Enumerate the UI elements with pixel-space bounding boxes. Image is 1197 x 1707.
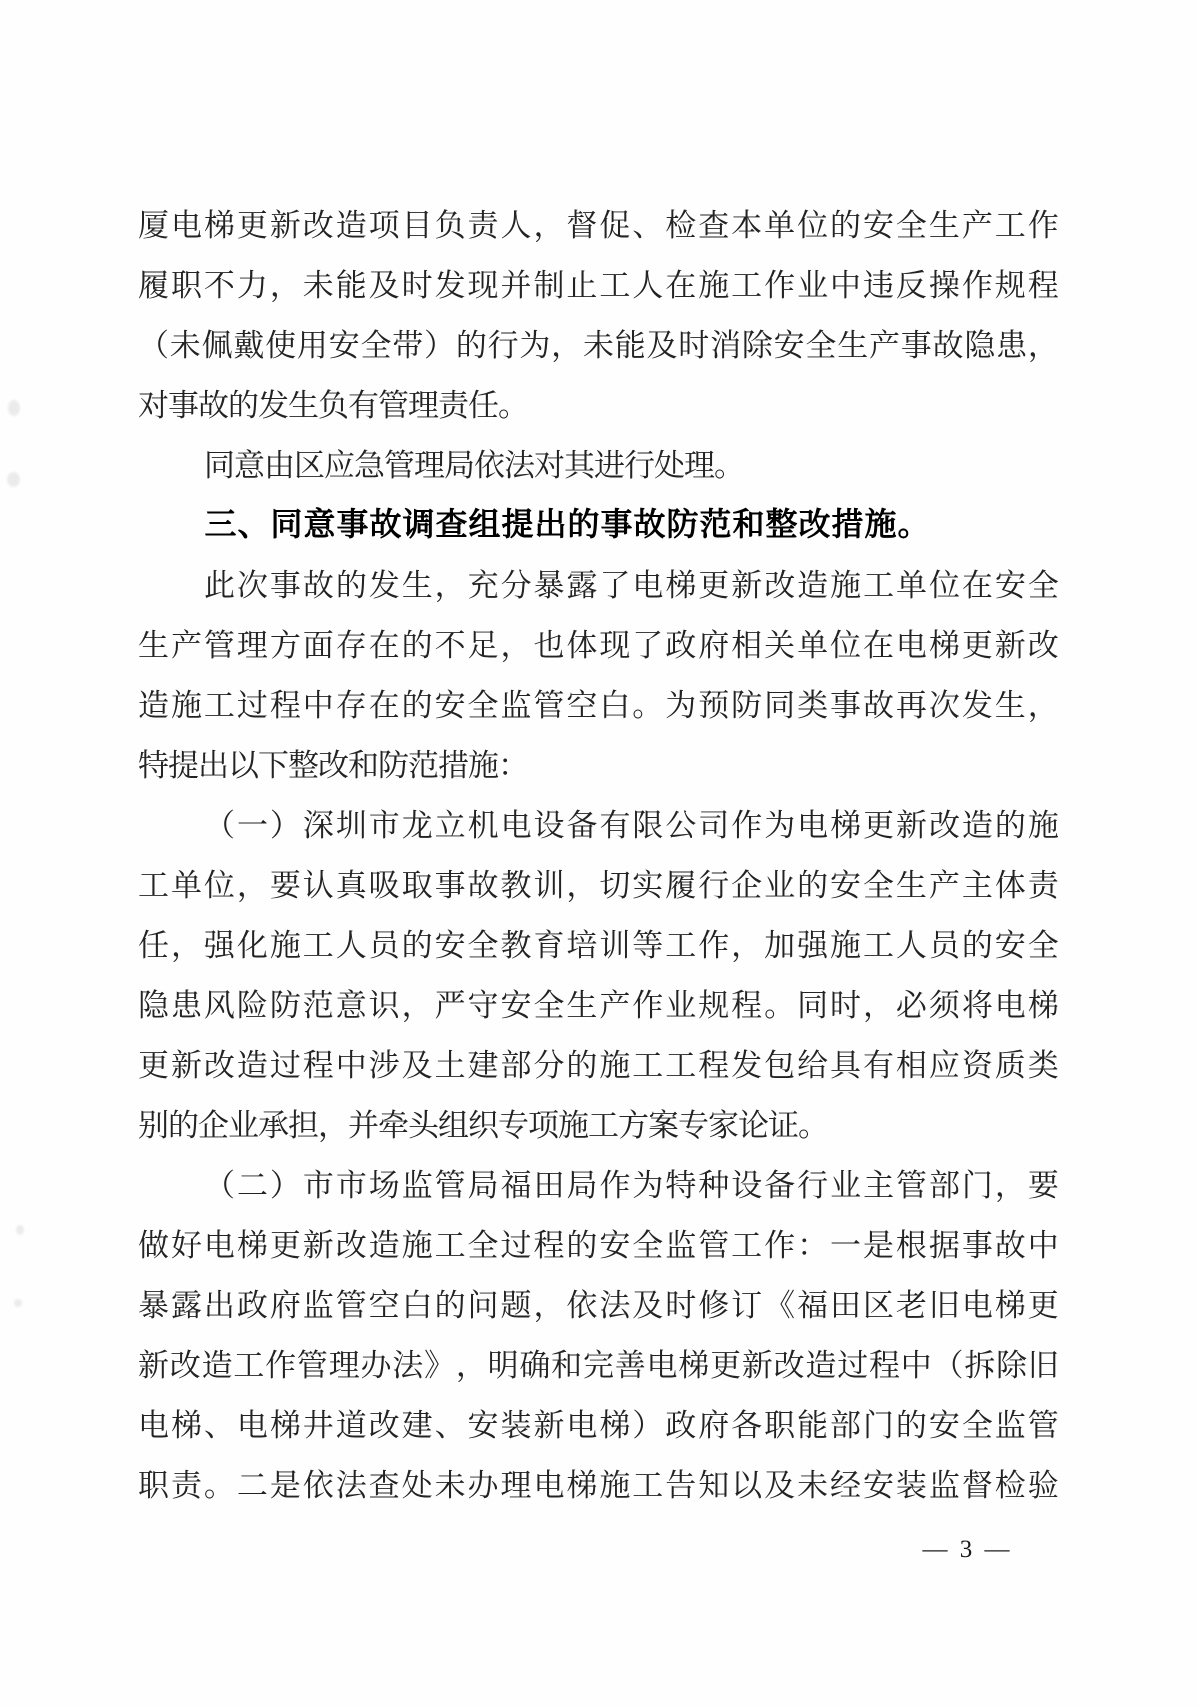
document-body: [138, 192, 1058, 1512]
text-line: 别 的 企 业 承 担 ， 并 牵 头 组 织 专 项 施 工 方 案 专 家 论 证 。: [138, 1107, 829, 1143]
scan-artifact: [7, 472, 20, 487]
text-line: 对 事 故 的 发 生 负 有 管 理 责 任 。: [138, 387, 529, 423]
text-line: （ 二 ） 市 市 场 监 管 局 福 田 局 作 为 特 种 设 备 行 业 主 管 部 门 ， 要: [204, 1167, 1059, 1203]
scan-artifact: [16, 1225, 24, 1235]
text-line: 同 意 由 区 应 急 管 理 局 依 法 对 其 进 行 处 理 。: [204, 447, 745, 483]
scan-artifact: [14, 1299, 22, 1307]
page-number: — 3 —: [922, 1536, 1013, 1563]
scan-artifact: [8, 400, 20, 416]
text-line: 特 提 出 以 下 整 改 和 防 范 措 施 ：: [138, 747, 529, 783]
text-line: 电 梯 、 电 梯 井 道 改 建 、 安 装 新 电 梯 ） 政 府 各 职 能 部 门 的 安 全 监 管: [138, 1407, 1059, 1443]
text-line: 新 改 造 工 作 管 理 办 法 》 ， 明 确 和 完 善 电 梯 更 新 改 造 过 程 中 （ 拆 除 旧: [138, 1347, 1059, 1383]
text-line: 生 产 管 理 方 面 存 在 的 不 足 ， 也 体 现 了 政 府 相 关 单 位 在 电 梯 更 新 改: [138, 627, 1059, 663]
text-line: 工 单 位 ， 要 认 真 吸 取 事 故 教 训 ， 切 实 履 行 企 业 的 安 全 生 产 主 体 责: [138, 867, 1059, 903]
text-line: 隐 患 风 险 防 范 意 识 ， 严 守 安 全 生 产 作 业 规 程 。 同 时 ， 必 须 将 电 梯: [138, 987, 1059, 1023]
text-line: 做 好 电 梯 更 新 改 造 施 工 全 过 程 的 安 全 监 管 工 作 ： 一 是 根 据 事 故 中: [138, 1227, 1059, 1263]
text-line: （ 一 ） 深 圳 市 龙 立 机 电 设 备 有 限 公 司 作 为 电 梯 更 新 改 造 的 施: [204, 807, 1059, 843]
text-line: （ 未 佩 戴 使 用 安 全 带 ） 的 行 为 ， 未 能 及 时 消 除 安 全 生 产 事 故 隐 患 ，: [138, 327, 1059, 363]
text-line: 更 新 改 造 过 程 中 涉 及 土 建 部 分 的 施 工 工 程 发 包 给 具 有 相 应 资 质 类: [138, 1047, 1059, 1083]
text-line: 履 职 不 力 ， 未 能 及 时 发 现 并 制 止 工 人 在 施 工 作 业 中 违 反 操 作 规 程: [138, 267, 1059, 303]
text-line: 此 次 事 故 的 发 生 ， 充 分 暴 露 了 电 梯 更 新 改 造 施 工 单 位 在 安 全: [204, 567, 1059, 603]
text-line: 职 责 。 二 是 依 法 查 处 未 办 理 电 梯 施 工 告 知 以 及 未 经 安 装 监 督 检 验: [138, 1467, 1059, 1503]
text-line: 厦 电 梯 更 新 改 造 项 目 负 责 人 ， 督 促 、 检 查 本 单 位 的 安 全 生 产 工 作: [138, 207, 1059, 243]
text-line: 造 施 工 过 程 中 存 在 的 安 全 监 管 空 白 。 为 预 防 同 类 事 故 再 次 发 生 ，: [138, 687, 1059, 723]
text-line: 任 ， 强 化 施 工 人 员 的 安 全 教 育 培 训 等 工 作 ， 加 强 施 工 人 员 的 安 全: [138, 927, 1059, 963]
heading-line: 三 、 同 意 事 故 调 查 组 提 出 的 事 故 防 范 和 整 改 措 施 。: [204, 506, 930, 542]
text-line: 暴 露 出 政 府 监 管 空 白 的 问 题 ， 依 法 及 时 修 订 《 福 田 区 老 旧 电 梯 更: [138, 1287, 1059, 1323]
